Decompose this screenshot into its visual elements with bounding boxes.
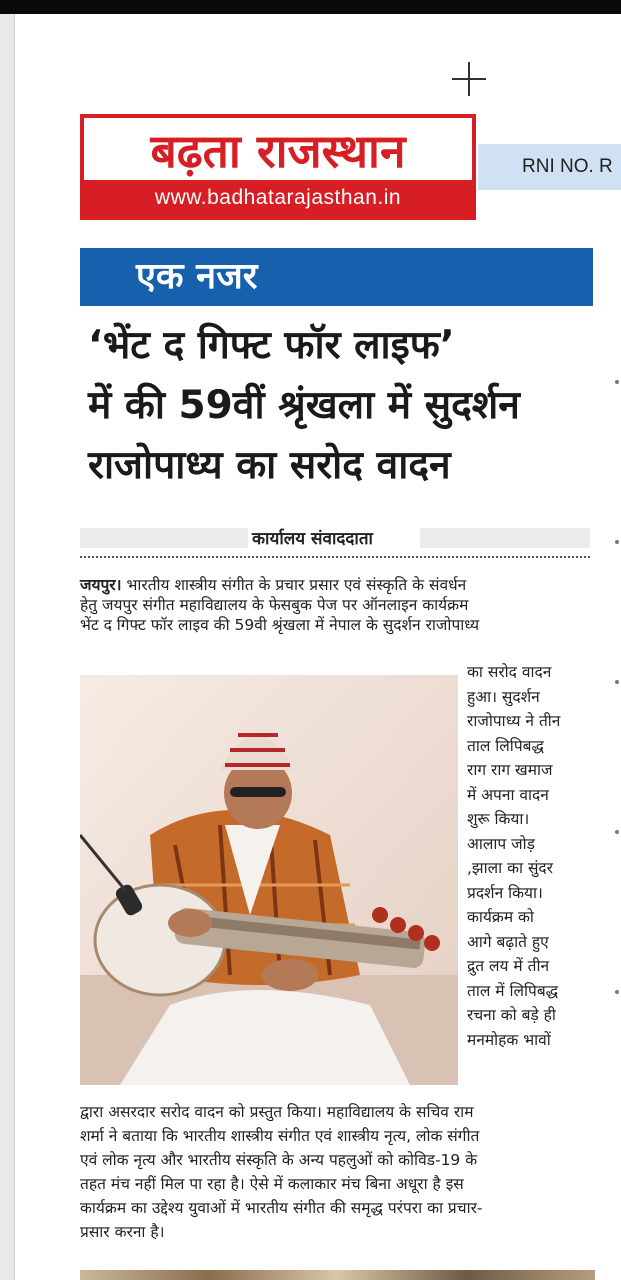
sarod-player-image	[80, 675, 458, 1085]
rni-band	[478, 144, 621, 190]
newspaper-masthead	[80, 114, 476, 220]
side-line: राजोपाध्य ने तीन	[467, 712, 561, 730]
side-line: ताल लिपिबद्ध	[467, 736, 544, 755]
side-line: रचना को बड़े ही	[467, 1006, 556, 1024]
byline-band-left	[80, 528, 248, 548]
right-edge-marks	[612, 380, 621, 1080]
edge-dot	[615, 540, 619, 544]
edge-dot	[615, 380, 619, 384]
side-line: द्रुत लय में तीन	[467, 957, 550, 975]
next-article-photo-edge	[80, 1270, 595, 1280]
headline-line: ‘भेंट द गिफ्ट फॉर लाइफ’	[88, 323, 455, 368]
side-line: आलाप जोड़	[467, 834, 535, 853]
side-line: प्रदर्शन किया।	[467, 883, 543, 902]
masthead-name: बढ़ता राजस्थान	[84, 118, 472, 184]
left-margin-strip	[0, 14, 14, 1280]
intro-line: भेंट द गिफ्ट फॉर लाइव की 59वी श्रृंखला में नेपाल के सुदर्शन राजोपाध्य	[80, 616, 480, 634]
intro-text: भारतीय शास्त्रीय संगीत के प्रचार प्रसार एवं संस्कृति के संवर्धन	[121, 576, 467, 594]
side-line: ,झाला का सुंदर	[467, 859, 554, 877]
closing-line: तहत मंच नहीं मिल पा रहा है। ऐसे में कलाकार मंच बिना अधूरा है इस	[80, 1175, 464, 1193]
article-closing	[80, 1100, 595, 1244]
rni-number: RNI NO. R	[522, 156, 613, 177]
section-banner	[80, 248, 593, 306]
side-line: राग राग खमाज	[467, 761, 553, 779]
byline-band-right	[420, 528, 590, 548]
edge-dot	[615, 990, 619, 994]
side-line: कार्यक्रम को	[467, 908, 534, 926]
closing-line: शर्मा ने बताया कि भारतीय शास्त्रीय संगीत एवं शास्त्रीय नृत्य, लोक संगीत	[80, 1127, 480, 1145]
side-line: का सरोद वादन	[467, 663, 552, 681]
top-bezel	[0, 0, 621, 14]
article-headline	[88, 316, 588, 496]
closing-line: एवं लोक नृत्य और भारतीय संस्कृति के अन्य पहलुओं को कोविड-19 के	[80, 1151, 478, 1169]
headline-line: में की 59वीं श्रृंखला में सुदर्शन	[88, 383, 520, 428]
section-title: एक नजर	[136, 256, 258, 297]
side-line: आगे बढ़ाते हुए	[467, 932, 549, 951]
headline-line: राजोपाध्य का सरोद वादन	[88, 443, 451, 488]
closing-line: प्रसार करना है।	[80, 1223, 165, 1241]
byline: कार्यालय संवाददाता	[252, 529, 373, 549]
registration-mark-icon	[452, 62, 486, 96]
article-side-column	[467, 660, 593, 1052]
article-photo	[80, 675, 458, 1085]
side-line: ताल में लिपिबद्ध	[467, 981, 559, 1000]
edge-dot	[615, 830, 619, 834]
left-margin-edge	[14, 14, 15, 1280]
side-line: में अपना वादन	[467, 785, 549, 804]
side-line: शुरू किया।	[467, 810, 530, 828]
dotted-divider	[80, 556, 590, 558]
article-intro	[80, 575, 595, 635]
closing-line: कार्यक्रम का उद्देश्य युवाओं में भारतीय संगीत की समृद्ध परंपरा का प्रचार-	[80, 1199, 483, 1217]
side-line: हुआ। सुदर्शन	[467, 687, 540, 706]
dateline: जयपुर।	[80, 576, 122, 594]
side-line: मनमोहक भावों	[467, 1030, 551, 1049]
intro-line: हेतु जयपुर संगीत महाविद्यालय के फेसबुक पेज पर ऑनलाइन कार्यक्रम	[80, 596, 469, 614]
intro-line-1	[80, 575, 595, 595]
edge-dot	[615, 680, 619, 684]
masthead-url: www.badhatarajasthan.in	[84, 180, 472, 216]
closing-line: द्वारा असरदार सरोद वादन को प्रस्तुत किया। महाविद्यालय के सचिव राम	[80, 1103, 474, 1121]
